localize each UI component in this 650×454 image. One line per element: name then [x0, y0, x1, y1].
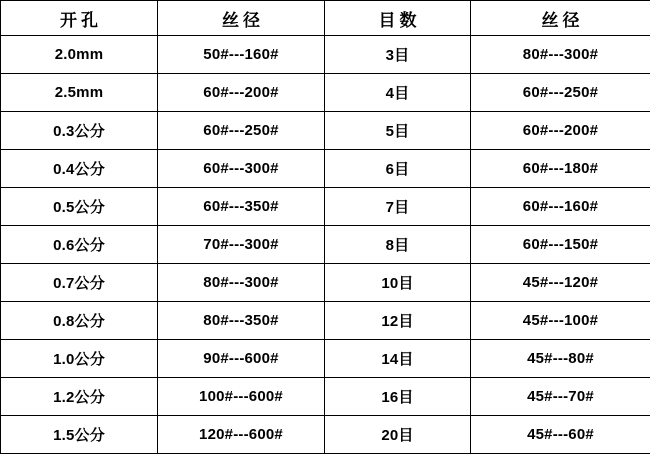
- cell-wire-diameter-2: 45#---100#: [471, 302, 650, 340]
- table-row: [1, 112, 650, 150]
- cell-aperture: 0.8公分: [1, 302, 158, 340]
- cell-wire-diameter-1: 50#---160#: [158, 36, 325, 74]
- cell-wire-diameter-1: 60#---250#: [158, 112, 325, 150]
- table-row: [1, 264, 650, 302]
- table-row: [1, 416, 650, 454]
- cell-wire-diameter-1: 60#---200#: [158, 74, 325, 112]
- table-row: [1, 226, 650, 264]
- cell-wire-diameter-2: 60#---150#: [471, 226, 650, 264]
- cell-wire-diameter-1: 60#---300#: [158, 150, 325, 188]
- cell-aperture: 2.5mm: [1, 74, 158, 112]
- cell-wire-diameter-2: 60#---160#: [471, 188, 650, 226]
- table-row: [1, 36, 650, 74]
- cell-aperture: 0.5公分: [1, 188, 158, 226]
- cell-aperture: 1.0公分: [1, 340, 158, 378]
- cell-mesh-count: 12目: [325, 302, 471, 340]
- cell-mesh-count: 14目: [325, 340, 471, 378]
- column-header-wire-diameter-2: 丝径: [471, 1, 650, 36]
- cell-mesh-count: 3目: [325, 36, 471, 74]
- table-header-row: [1, 1, 650, 36]
- cell-wire-diameter-1: 120#---600#: [158, 416, 325, 454]
- cell-aperture: 1.5公分: [1, 416, 158, 454]
- cell-wire-diameter-2: 45#---80#: [471, 340, 650, 378]
- cell-wire-diameter-2: 45#---60#: [471, 416, 650, 454]
- cell-mesh-count: 5目: [325, 112, 471, 150]
- cell-wire-diameter-1: 70#---300#: [158, 226, 325, 264]
- table-body: [1, 36, 650, 454]
- column-header-mesh-count: 目数: [325, 1, 471, 36]
- table-row: [1, 188, 650, 226]
- table-header: [1, 1, 650, 36]
- cell-aperture: 0.6公分: [1, 226, 158, 264]
- table-row: [1, 150, 650, 188]
- cell-aperture: 0.4公分: [1, 150, 158, 188]
- column-header-wire-diameter-1: 丝径: [158, 1, 325, 36]
- cell-aperture: 1.2公分: [1, 378, 158, 416]
- cell-wire-diameter-2: 60#---180#: [471, 150, 650, 188]
- cell-wire-diameter-2: 80#---300#: [471, 36, 650, 74]
- cell-mesh-count: 10目: [325, 264, 471, 302]
- cell-aperture: 0.3公分: [1, 112, 158, 150]
- table-row: [1, 378, 650, 416]
- cell-mesh-count: 20目: [325, 416, 471, 454]
- cell-wire-diameter-1: 80#---350#: [158, 302, 325, 340]
- cell-wire-diameter-1: 100#---600#: [158, 378, 325, 416]
- cell-wire-diameter-1: 90#---600#: [158, 340, 325, 378]
- cell-mesh-count: 8目: [325, 226, 471, 264]
- cell-wire-diameter-2: 60#---200#: [471, 112, 650, 150]
- cell-aperture: 2.0mm: [1, 36, 158, 74]
- cell-mesh-count: 6目: [325, 150, 471, 188]
- cell-wire-diameter-2: 60#---250#: [471, 74, 650, 112]
- cell-wire-diameter-1: 80#---300#: [158, 264, 325, 302]
- table-row: [1, 340, 650, 378]
- cell-mesh-count: 7目: [325, 188, 471, 226]
- table-row: [1, 74, 650, 112]
- cell-mesh-count: 16目: [325, 378, 471, 416]
- cell-mesh-count: 4目: [325, 74, 471, 112]
- cell-wire-diameter-2: 45#---70#: [471, 378, 650, 416]
- column-header-aperture: 开孔: [1, 1, 158, 36]
- cell-wire-diameter-1: 60#---350#: [158, 188, 325, 226]
- cell-wire-diameter-2: 45#---120#: [471, 264, 650, 302]
- table-row: [1, 302, 650, 340]
- cell-aperture: 0.7公分: [1, 264, 158, 302]
